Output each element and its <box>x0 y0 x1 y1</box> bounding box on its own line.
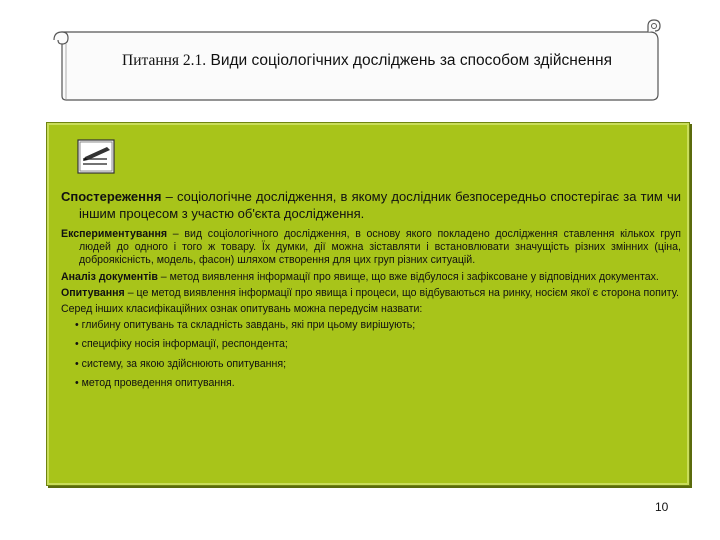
paragraph-experiment <box>61 228 681 268</box>
paragraph-observation <box>61 189 681 222</box>
slide-title <box>92 51 642 70</box>
list-item: • специфіку носія інформації, респондента; <box>75 338 288 351</box>
definition-experiment: – вид соціологічного дослідження, в основу якого покладено дослідження ставлення кількох груп людей до одного і того ж товару. Їх думки, дії можна зіставляти і встановлювати значущість різних змінних (ціна, доброякісність, модель, фасон) шляхом створення для цих груп різних ситуацій. <box>79 228 681 267</box>
classification-list <box>61 319 681 390</box>
paragraph-document-analysis <box>61 271 681 284</box>
term-document-analysis: Аналіз документів <box>61 270 158 283</box>
page-number: 10 <box>655 500 669 514</box>
term-experiment: Експериментування <box>61 228 168 240</box>
title-text: Види соціологічних досліджень за способом здійснення <box>210 52 612 69</box>
term-observation: Спостереження <box>61 189 162 204</box>
term-survey: Опитування <box>61 286 125 299</box>
list-item: • систему, за якою здійснюють опитування; <box>75 357 287 370</box>
content-panel <box>46 122 690 486</box>
title-scroll-banner <box>52 18 664 102</box>
content-text <box>61 189 681 396</box>
definition-survey: – це метод виявлення інформації про явища і процеси, що відбуваються на ринку, носієм якої є сторона попиту. <box>124 286 679 299</box>
definition-document-analysis: – метод виявлення інформації про явище, що вже відбулося і зафіксоване у відповідних документах. <box>157 270 659 283</box>
list-item: • глибину опитувань та складність завдань, які при цьому вирішують; <box>75 319 416 332</box>
paragraph-survey <box>61 287 681 300</box>
title-prefix: Питання 2.1. <box>122 52 207 69</box>
document-pen-icon <box>77 139 117 175</box>
definition-observation: – соціологічне дослідження, в якому дослідник безпосередньо спостерігає за тим чи іншим процесом з участю об'єкта дослідження. <box>79 189 681 221</box>
list-item: • метод проведення опитування. <box>75 376 235 389</box>
classification-intro: Серед інших класифікаційних ознак опитувань можна передусім назвати: <box>61 303 423 316</box>
